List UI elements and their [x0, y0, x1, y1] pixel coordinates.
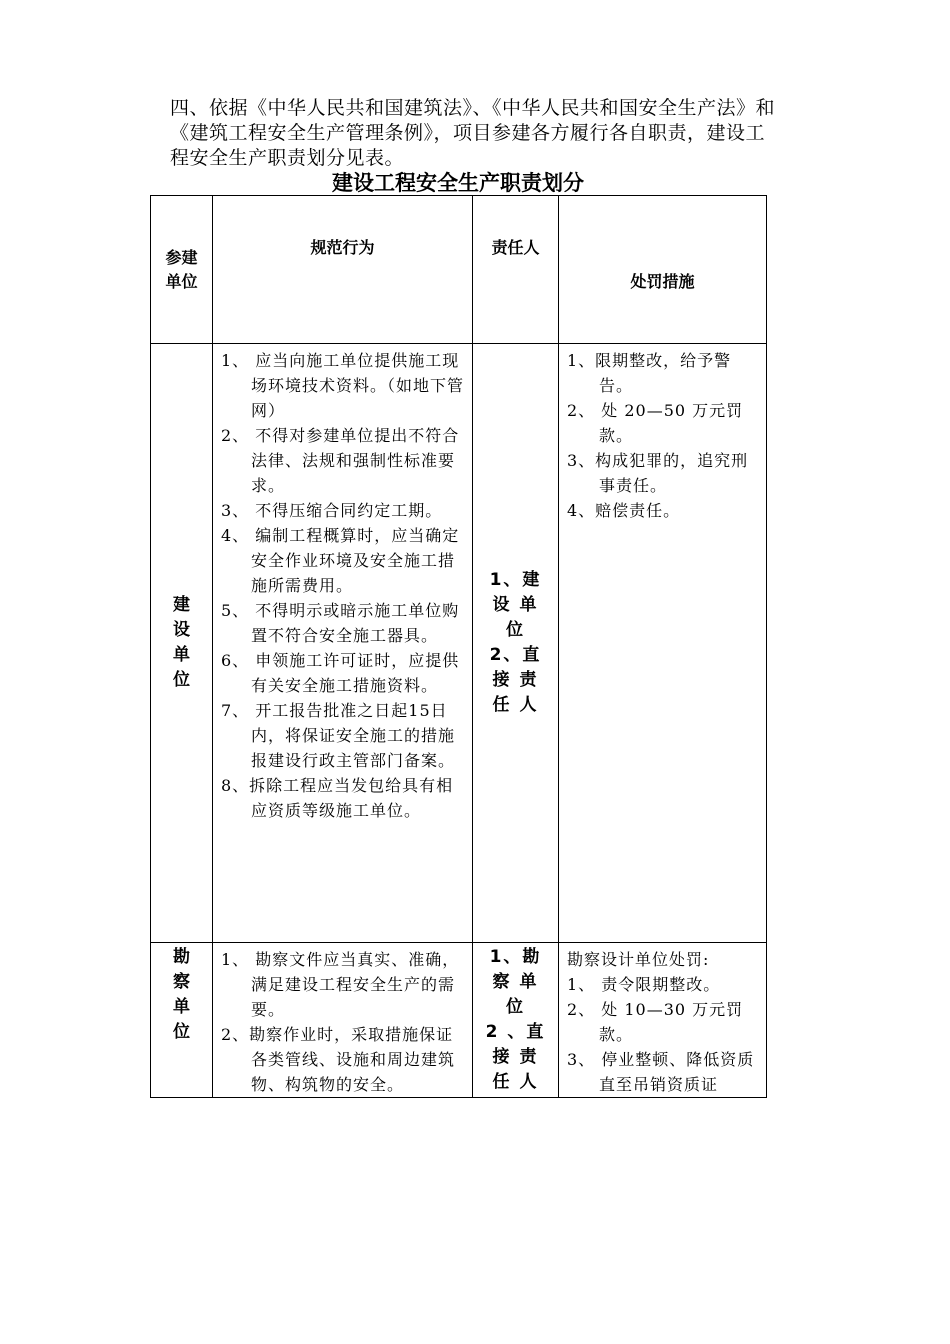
rule-item: 1、 勘察文件应当真实、准确，满足建设工程安全生产的需要。 — [221, 950, 460, 1019]
header-responsible: 责任人 — [473, 196, 559, 344]
rules-cell — [213, 943, 473, 1098]
rule-item: 2、 不得对参建单位提出不符合法律、法规和强制性标准要求。 — [221, 426, 460, 495]
rule-item: 6、 申领施工许可证时，应提供有关安全施工措施资料。 — [221, 651, 460, 695]
responsible-cell: 1、勘 察 单 位 2 、直 接 责 任 人 — [473, 943, 559, 1098]
rule-item: 1、 应当向施工单位提供施工现场环境技术资料。（如地下管网） — [221, 351, 465, 420]
rule-item: 3、 不得压缩合同约定工期。 — [221, 501, 443, 520]
table-title: 建设工程安全生产职责划分 — [332, 171, 584, 195]
table-row — [151, 344, 767, 943]
responsibility-table — [150, 195, 767, 1098]
rules-cell — [213, 344, 473, 943]
unit-cell: 建 设 单 位 — [151, 344, 213, 943]
intro-paragraph: 四、依据《中华人民共和国建筑法》、《中华人民共和国安全生产法》和《建筑工程安全生产管理条例》，项目参建各方履行各自职责，建设工程安全生产职责划分见表。 — [170, 97, 776, 169]
punishment-item: 1、限期整改，给予警告。 — [567, 351, 732, 395]
punishment-item: 2、 处 20—50 万元罚款。 — [567, 401, 744, 445]
responsible-cell: 1、建 设 单 位 2、直 接 责 任 人 — [473, 344, 559, 943]
punishment-item: 3、构成犯罪的，追究刑事责任。 — [567, 451, 749, 495]
punishment-cell — [559, 943, 767, 1098]
punishment-item: 2、 处 10—30 万元罚款。 — [567, 1000, 744, 1044]
rule-item: 7、 开工报告批准之日起15日内，将保证安全施工的措施报建设行政主管部门备案。 — [221, 701, 456, 770]
punishment-cell — [559, 344, 767, 943]
header-punishment: 处罚措施 — [559, 196, 767, 344]
table-header-row — [151, 196, 767, 344]
rule-item: 5、 不得明示或暗示施工单位购置不符合安全施工器具。 — [221, 601, 460, 645]
header-rules: 规范行为 — [213, 196, 473, 344]
punishment-intro: 勘察设计单位处罚: — [567, 950, 710, 969]
punishment-item: 3、 停业整顿、降低资质直至吊销资质证 — [567, 1050, 755, 1093]
rule-item: 2、勘察作业时，采取措施保证各类管线、设施和周边建筑物、构筑物的安全。 — [221, 1025, 456, 1094]
unit-cell: 勘 察 单 位 — [151, 943, 213, 1098]
rule-item: 8、拆除工程应当发包给具有相应资质等级施工单位。 — [221, 776, 454, 820]
punishment-item: 4、赔偿责任。 — [567, 501, 681, 520]
punishment-item: 1、 责令限期整改。 — [567, 975, 721, 994]
table-row — [151, 943, 767, 1098]
header-unit: 参建 单位 — [151, 196, 213, 344]
rule-item: 4、 编制工程概算时，应当确定安全作业环境及安全施工措施所需费用。 — [221, 526, 460, 595]
